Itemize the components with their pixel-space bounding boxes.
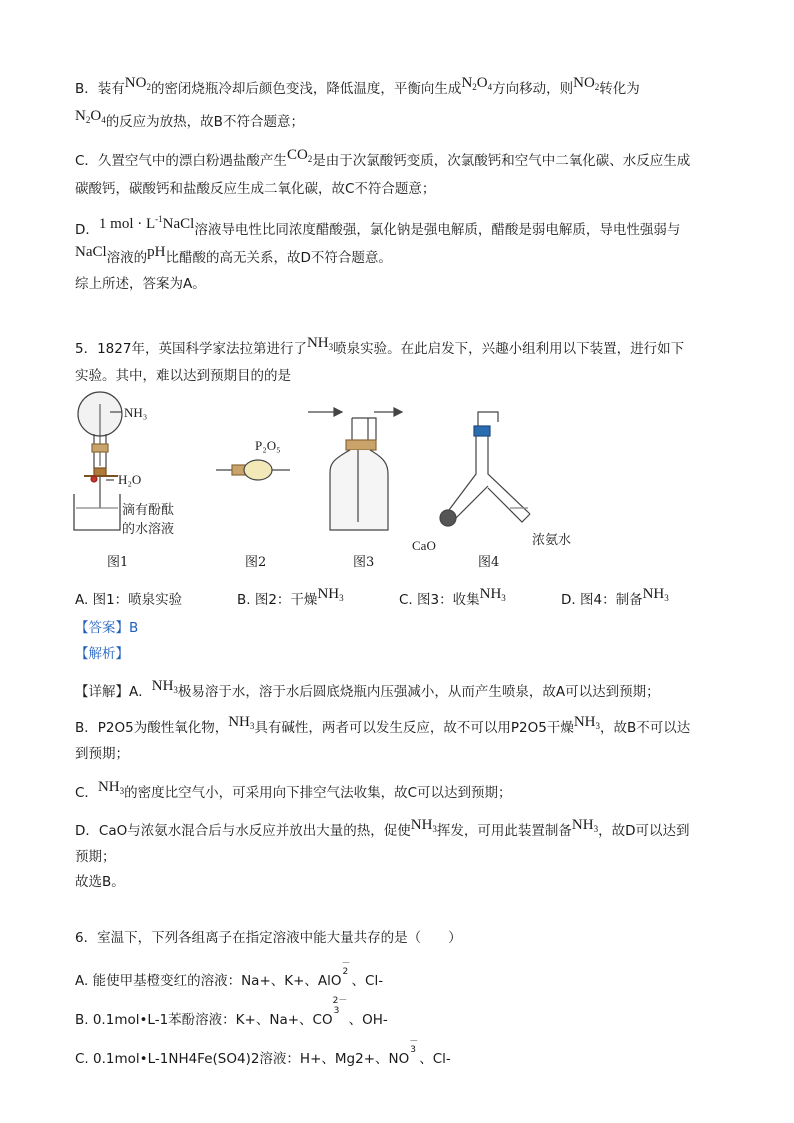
figure1-fountain-apparatus <box>74 392 122 530</box>
t: N <box>75 108 86 124</box>
q6-option-b <box>75 996 388 1029</box>
t: N <box>461 75 473 91</box>
s: 2 <box>472 82 477 92</box>
s: 3 <box>595 721 601 731</box>
formula-nh3 <box>411 817 437 833</box>
s: 3 <box>249 721 255 731</box>
sup: － <box>341 959 351 969</box>
q5-option-d <box>561 586 669 613</box>
q5-detail-c <box>75 779 512 806</box>
t: NO <box>573 75 595 91</box>
sup: － <box>409 1037 419 1047</box>
fig1-solution-label-2: 的水溶液 <box>122 521 175 536</box>
text: 【答案】B <box>75 620 139 636</box>
s: 3 <box>664 593 669 603</box>
figure2-drying-tube <box>216 460 290 480</box>
fig1-solution-label-1: 滴有酚酞 <box>122 502 175 517</box>
t: NH <box>306 335 329 351</box>
q5-stem-line2 <box>75 367 291 385</box>
text: 、Cl- <box>351 973 384 989</box>
s: 3 <box>339 593 344 603</box>
q4-option-b-line1 <box>75 75 640 102</box>
text: 6．室温下，下列各组离子在指定溶液中能大量共存的是（ ） <box>75 930 462 946</box>
caption-fig4: 图4 <box>478 555 500 570</box>
text: 喷泉实验。在此启发下，兴趣小组利用以下装置，进行如下 <box>333 341 685 357</box>
t: NH <box>573 714 596 730</box>
s: 3 <box>328 342 334 352</box>
caption-fig1: 图1 <box>107 555 129 570</box>
text: 溶液的 <box>106 250 148 266</box>
fig1-h2o-label: H₂O <box>118 472 142 487</box>
text: C． <box>75 785 98 801</box>
text: 挥发，可用此装置制备 <box>436 823 572 839</box>
formula-nh3 <box>480 586 506 602</box>
text: C．久置空气中的漂白粉遇盐酸产生 <box>75 153 287 169</box>
s: 2 <box>594 82 600 92</box>
fig4-ammonia-label: 浓氨水 <box>532 532 572 547</box>
text: 具有碱性，两者可以发生反应，故不可以用P2O5干燥 <box>254 720 574 736</box>
caption-fig3: 图3 <box>353 555 375 570</box>
q5-answer <box>75 619 138 637</box>
text: ，故D可以达到 <box>598 823 690 839</box>
q4-option-c-line1 <box>75 147 691 174</box>
s: 2 <box>146 82 151 92</box>
formula-nh3 <box>228 714 254 730</box>
text: B．装有 <box>75 81 125 97</box>
text: 【解析】 <box>75 646 129 662</box>
t: NH <box>642 586 665 602</box>
text: 溶液导电性比同浓度醋酸强，氯化钠是强电解质，醋酸是弱电解质，导电性强弱与 <box>194 222 681 238</box>
q5-detail-d-line2 <box>75 848 116 866</box>
q5-option-c <box>399 586 506 613</box>
fig1-nh3-label: NH₃ <box>124 405 148 420</box>
text: C. 0.1mol•L-1NH4Fe(SO4)2溶液：H+、Mg2+、NO <box>75 1051 410 1067</box>
text: 的密度比空气小，可采用向下排空气法收集，故C可以达到预期； <box>124 785 512 801</box>
q6-option-a <box>75 959 384 990</box>
text: 的密闭烧瓶冷却后颜色变浅，降低温度，平衡向生成 <box>150 81 462 97</box>
formula-no2 <box>125 75 151 91</box>
text: 、OH- <box>348 1012 388 1028</box>
formula-nh3 <box>317 586 343 602</box>
formula-co2 <box>287 147 312 163</box>
text: 到预期； <box>75 746 129 762</box>
sub: 3 <box>333 1006 340 1016</box>
s: -1 <box>155 214 163 224</box>
text: 、Cl- <box>419 1051 451 1067</box>
s: 4 <box>487 82 493 92</box>
s: 3 <box>501 593 506 603</box>
caption-fig2: 图2 <box>245 555 267 570</box>
text: C. 图3：收集 <box>399 592 480 608</box>
figure3-gas-bottle <box>308 408 402 530</box>
q5-detail-b-line2 <box>75 745 129 763</box>
t: NH <box>317 586 340 602</box>
t: NH <box>228 714 250 730</box>
t: NaCl <box>162 216 195 232</box>
s: 3 <box>119 786 125 796</box>
text: ，故B不可以达 <box>600 720 691 736</box>
text: 比醋酸的高无关系，故D不符合题意。 <box>165 250 392 266</box>
formula-n2o4 <box>461 75 492 91</box>
q4-summary <box>75 275 206 293</box>
q5-detail-d-line1 <box>75 817 690 844</box>
ion-charge <box>409 1037 419 1063</box>
formula-nacl-conc <box>99 216 194 232</box>
formula-nh3 <box>98 779 124 795</box>
ion-charge <box>341 959 352 985</box>
t: O <box>476 75 488 91</box>
q4-option-d-line1 <box>75 216 680 239</box>
text: B. 图2：干燥 <box>237 592 318 608</box>
q5-option-a <box>75 591 182 609</box>
fig2-p2o5-label: P₂O₅ <box>255 438 281 453</box>
text: B．P2O5为酸性氧化物， <box>75 720 229 736</box>
text: 的反应为放热，故B不符合题意； <box>105 114 304 130</box>
t: O <box>90 108 102 124</box>
t: 1 mol · L <box>98 216 156 232</box>
formula-nacl: NaCl <box>75 244 107 260</box>
sub: 3 <box>410 1045 416 1055</box>
text: 预期； <box>75 849 116 865</box>
figure4-y-tube <box>440 412 530 526</box>
q4-option-c-line2 <box>75 180 435 198</box>
text: A. 图1：喷泉实验 <box>75 592 183 608</box>
s: 3 <box>593 824 599 834</box>
text: 故选B。 <box>75 874 125 890</box>
formula-no2 <box>573 75 599 91</box>
text: D．CaO与浓氨水混合后与水反应并放出大量的热，促使 <box>75 823 411 839</box>
formula-nh3 <box>152 678 178 694</box>
q4-option-b-line2 <box>75 108 304 135</box>
q4-option-d-line2 <box>75 244 392 267</box>
s: 4 <box>101 115 106 125</box>
text: B. 0.1mol•L-1苯酚溶液：K+、Na+、CO <box>75 1012 333 1028</box>
q6-stem <box>75 929 462 947</box>
s: 3 <box>432 824 437 834</box>
text: D． <box>75 222 99 238</box>
text: 5．1827年，英国科学家法拉第进行了 <box>75 341 307 357</box>
t: NH <box>410 817 433 833</box>
text: 是由于次氯酸钙变质，次氯酸钙和空气中二氧化碳、水反应生成 <box>312 153 691 169</box>
text: A. 能使甲基橙变红的溶液：Na+、K+、AlO <box>75 973 342 989</box>
q5-stem-line1 <box>75 335 685 362</box>
q5-analysis-label <box>75 645 129 663</box>
ion-charge <box>332 996 349 1024</box>
formula-nh3 <box>572 817 598 833</box>
text: 综上所述，答案为A。 <box>75 276 206 292</box>
formula-n2o4 <box>75 108 106 124</box>
formula-nh3 <box>574 714 600 730</box>
s: 3 <box>173 685 178 695</box>
t: NH <box>151 678 174 694</box>
q5-conclusion <box>75 873 125 891</box>
q5-detail-b-line1 <box>75 714 691 741</box>
q5-detail-a <box>75 678 660 705</box>
text: 实验。其中，难以达到预期目的的是 <box>75 368 291 384</box>
t: NH <box>479 586 502 602</box>
sub: 2 <box>342 967 349 977</box>
t: CO <box>286 147 308 163</box>
text: D. 图4：制备 <box>561 592 643 608</box>
q5-option-b <box>237 586 344 613</box>
t: NO <box>124 75 147 91</box>
s: 2 <box>307 154 313 164</box>
s: 2 <box>85 115 91 125</box>
formula-ph: pH <box>147 244 166 260</box>
text: 【详解】A． <box>75 684 152 700</box>
text: 碳酸钙，碳酸钙和盐酸反应生成二氧化碳，故C不符合题意； <box>75 181 436 197</box>
t: NH <box>571 817 594 833</box>
t: NH <box>97 779 120 795</box>
formula-nh3 <box>307 335 333 351</box>
q6-option-c <box>75 1037 451 1068</box>
fig4-cao-label: CaO <box>412 538 436 553</box>
text: 极易溶于水，溶于水后圆底烧瓶内压强减小，从而产生喷泉，故A可以达到预期； <box>177 684 660 700</box>
formula-nh3 <box>643 586 669 602</box>
text: 转化为 <box>599 81 640 97</box>
sup: 2－ <box>332 996 348 1006</box>
text: 方向移动，则 <box>492 81 574 97</box>
